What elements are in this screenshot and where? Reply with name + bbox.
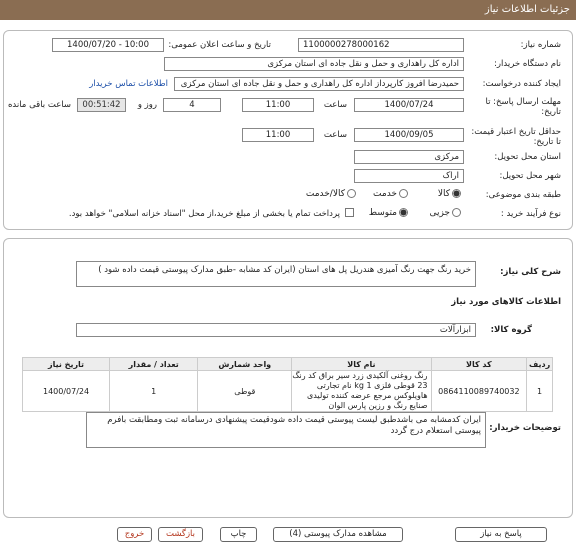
goods-need-date: 1400/07/24: [23, 371, 110, 412]
price-validity-date: 1400/09/05: [354, 128, 464, 142]
purchase-type-option-medium[interactable]: متوسط: [369, 208, 408, 218]
reply-deadline-label: مهلت ارسال پاسخ: تا تاریخ:: [485, 97, 561, 117]
price-time-label: ساعت: [323, 130, 347, 140]
column-header: نام کالا: [292, 358, 431, 371]
goods-table: [22, 357, 553, 412]
reply-deadline-time: 11:00: [242, 98, 314, 112]
goods-name: رنگ روغنی آلکیدی زرد سیر براق کد رنگ 23 قوطی فلزی 1 kg نام تجارتی هاویلوکس مرجع عرضه کننده تولیدی صنایع رنگ و رزین پارس الوان: [292, 371, 431, 412]
goods-section-title: اطلاعات کالاهای مورد نیاز: [451, 297, 561, 307]
treasury-payment-checkbox[interactable]: [345, 208, 354, 218]
creator-label: ایجاد کننده درخواست:: [482, 79, 561, 89]
radio-icon[interactable]: [399, 189, 408, 198]
delivery-city-field: اراک: [354, 169, 464, 183]
checkbox-icon[interactable]: [345, 208, 354, 217]
goods-group-field: ابزارآلات: [76, 323, 476, 337]
goods-table-header: [23, 358, 553, 371]
need-number-field: 1100000278000162: [298, 38, 464, 52]
row-index: 1: [527, 371, 553, 412]
goods-unit: قوطی: [198, 371, 292, 412]
need-number-label: شماره نیاز:: [520, 40, 561, 50]
category-option-goods[interactable]: کالا: [438, 189, 461, 199]
page-title: جزئیات اطلاعات نیاز: [0, 0, 576, 20]
buyer-org-label: نام دستگاه خریدار:: [494, 59, 561, 69]
column-header: تعداد / مقدار: [110, 358, 198, 371]
delivery-city-label: شهر محل تحویل:: [499, 171, 561, 181]
delivery-province-field: مرکزی: [354, 150, 464, 164]
column-header: واحد شمارش: [198, 358, 292, 371]
remaining-time-label: ساعت باقی مانده: [7, 100, 71, 110]
buyer-notes-field: ایران کدمشابه می باشدطبق لیست پیوستی قیمت داده شودقیمت پیشنهادی درسامانه ثبت ومطابقت بافرم پیوستی استعلام درج گردد: [86, 412, 486, 448]
delivery-province-label: استان محل تحویل:: [494, 152, 561, 162]
back-button[interactable]: بازگشت: [158, 527, 203, 542]
radio-icon[interactable]: [347, 189, 356, 198]
category-label: طبقه بندی موضوعی:: [485, 190, 561, 200]
column-header: ردیف: [527, 358, 553, 371]
buyer-contact-link[interactable]: اطلاعات تماس خریدار: [89, 79, 168, 89]
treasury-payment-note: پرداخت تمام یا بخشی از مبلغ خرید،از محل "اسناد خزانه اسلامی" خواهد بود.: [68, 209, 340, 219]
goods-qty: 1: [110, 371, 198, 412]
announce-datetime-field: 1400/07/20 - 10:00: [52, 38, 164, 52]
reply-days-field: 4: [163, 98, 221, 112]
purchase-type-label: نوع فرآیند خرید :: [500, 209, 561, 219]
announce-datetime-label: تاریخ و ساعت اعلان عمومی:: [168, 40, 271, 50]
radio-icon[interactable]: [452, 208, 461, 217]
exit-button[interactable]: خروج: [117, 527, 152, 542]
purchase-type-option-partial[interactable]: جزیی: [429, 208, 461, 218]
creator-field: حمیدرضا افروز کارپرداز اداره کل راهداری و حمل و نقل جاده ای استان مرکزی: [174, 77, 464, 91]
price-validity-label: حداقل تاریخ اعتبار قیمت: تا تاریخ:: [471, 127, 561, 147]
view-attachments-button[interactable]: مشاهده مدارک پیوستی (4): [273, 527, 403, 542]
buyer-org-field: اداره کل راهداری و حمل و نقل جاده ای استان مرکزی: [164, 57, 464, 71]
radio-selected-icon[interactable]: [452, 189, 461, 198]
need-summary-field: خرید رنگ جهت رنگ آمیزی هندریل پل های استان (ایران کد مشابه -طبق مدارک پیوستی قیمت داده شود ): [76, 261, 476, 287]
reply-to-need-button[interactable]: پاسخ به نیاز: [455, 527, 547, 542]
reply-time-label: ساعت: [323, 100, 347, 110]
remaining-time-field: 00:51:42: [77, 98, 126, 112]
category-option-goods-service[interactable]: کالا/خدمت: [306, 189, 356, 199]
reply-deadline-date: 1400/07/24: [354, 98, 464, 112]
radio-selected-icon[interactable]: [399, 208, 408, 217]
print-button[interactable]: چاپ: [220, 527, 257, 542]
goods-group-label: گروه کالا:: [490, 325, 532, 335]
reply-days-label: روز و: [137, 100, 157, 110]
category-option-service[interactable]: خدمت: [373, 189, 408, 199]
column-header: تاریخ نیاز: [23, 358, 110, 371]
table-row: [23, 371, 553, 412]
column-header: کد کالا: [431, 358, 527, 371]
goods-code: 0864110089740032: [431, 371, 527, 412]
need-summary-label: شرح کلی نیاز:: [500, 267, 561, 277]
buyer-notes-label: توضیحات خریدار:: [489, 423, 561, 433]
price-validity-time: 11:00: [242, 128, 314, 142]
